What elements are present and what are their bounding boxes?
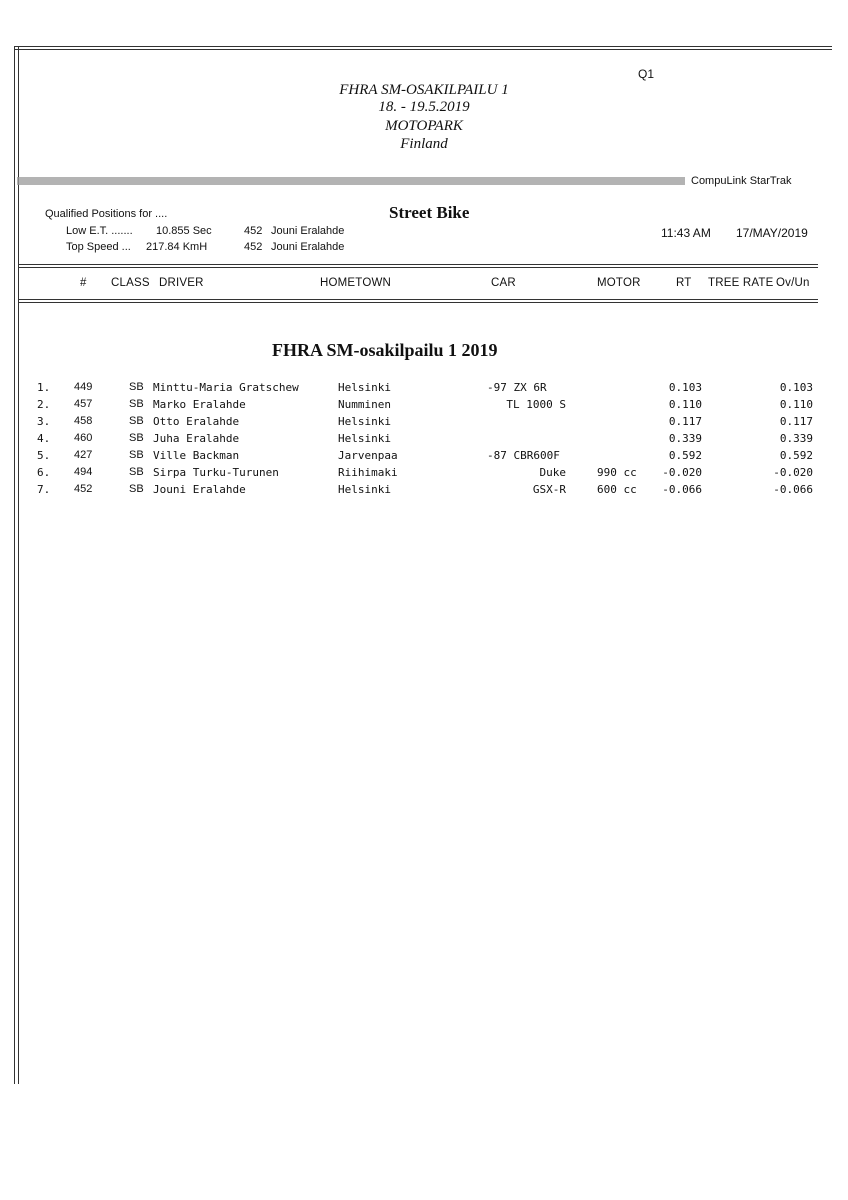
- row-hometown: Helsinki: [338, 381, 391, 394]
- row-rt: 0.103: [668, 381, 702, 394]
- row-class: SB: [129, 381, 144, 393]
- col-hometown: HOMETOWN: [320, 277, 392, 289]
- row-rt: 0.592: [668, 449, 702, 462]
- row-rt: -0.066: [662, 483, 702, 496]
- row-ov-un: 0.117: [779, 415, 813, 428]
- event-dates: 18. - 19.5.2019: [378, 99, 470, 115]
- row-ov-un: 0.103: [779, 381, 813, 394]
- row-hometown: Helsinki: [338, 432, 391, 445]
- page-id: Q1: [638, 67, 655, 81]
- row-ov-un: -0.020: [773, 466, 813, 479]
- row-driver: Jouni Eralahde: [153, 483, 246, 496]
- row-position: 3.: [37, 415, 51, 428]
- row-rt: -0.020: [662, 466, 702, 479]
- col-class: CLASS: [111, 277, 150, 289]
- event-title: FHRA SM-OSAKILPAILU 1: [339, 82, 509, 98]
- col-ov-un: Ov/Un: [776, 277, 810, 289]
- header-rule-top-1: [18, 264, 818, 265]
- row-driver: Otto Eralahde: [153, 415, 240, 428]
- col-tree-rate: TREE RATE: [708, 277, 774, 289]
- top-speed-value: 217.84 KmH: [146, 241, 208, 253]
- row-position: 1.: [37, 381, 51, 394]
- report-time: 11:43 AM: [661, 226, 711, 240]
- row-car-number: 449: [74, 381, 93, 393]
- row-rt: 0.117: [668, 415, 702, 428]
- top-speed-car: 452: [244, 241, 263, 253]
- col-rt: RT: [676, 277, 692, 289]
- low-et-value: 10.855 Sec: [156, 225, 212, 237]
- row-position: 5.: [37, 449, 51, 462]
- report-date: 17/MAY/2019: [736, 226, 808, 240]
- row-motor: 600 cc: [597, 483, 637, 496]
- col-motor: MOTOR: [597, 277, 641, 289]
- class-title: Street Bike: [389, 203, 470, 222]
- row-position: 4.: [37, 432, 51, 445]
- left-border-inner: [18, 46, 19, 1084]
- separator-band: [17, 177, 685, 185]
- row-car: Duke: [539, 466, 566, 479]
- row-ov-un: 0.110: [779, 398, 813, 411]
- row-car-number: 452: [74, 483, 93, 495]
- row-car-number: 458: [74, 415, 93, 427]
- row-class: SB: [129, 449, 144, 461]
- row-car: -97 ZX 6R: [487, 381, 547, 394]
- row-class: SB: [129, 432, 144, 444]
- row-car-number: 427: [74, 449, 93, 461]
- row-motor: 990 cc: [597, 466, 637, 479]
- section-title: FHRA SM-osakilpailu 1 2019: [272, 340, 498, 360]
- row-hometown: Helsinki: [338, 483, 391, 496]
- row-car-number: 457: [74, 398, 93, 410]
- row-car: -87 CBR600F: [487, 449, 560, 462]
- row-driver: Minttu-Maria Gratschew: [153, 381, 299, 394]
- system-label: CompuLink StarTrak: [691, 175, 792, 187]
- row-ov-un: 0.339: [779, 432, 813, 445]
- top-speed-label: Top Speed ...: [66, 241, 131, 253]
- row-class: SB: [129, 483, 144, 495]
- top-speed-driver: Jouni Eralahde: [271, 241, 345, 253]
- row-driver: Juha Eralahde: [153, 432, 240, 445]
- row-class: SB: [129, 415, 144, 427]
- row-car: TL 1000 S: [506, 398, 566, 411]
- row-driver: Ville Backman: [153, 449, 240, 462]
- top-border: [14, 46, 832, 47]
- row-hometown: Jarvenpaa: [338, 449, 398, 462]
- left-border-outer: [14, 46, 15, 1084]
- low-et-driver: Jouni Eralahde: [271, 225, 345, 237]
- row-driver: Marko Eralahde: [153, 398, 246, 411]
- low-et-car: 452: [244, 225, 263, 237]
- row-class: SB: [129, 466, 144, 478]
- col-driver: DRIVER: [159, 277, 204, 289]
- row-hometown: Helsinki: [338, 415, 391, 428]
- row-driver: Sirpa Turku-Turunen: [153, 466, 279, 479]
- row-car: GSX-R: [532, 483, 566, 496]
- header-rule-bottom-2: [18, 302, 818, 303]
- col-num: #: [80, 277, 87, 289]
- top-border-2: [14, 49, 832, 50]
- row-ov-un: 0.592: [779, 449, 813, 462]
- row-hometown: Riihimaki: [338, 466, 398, 479]
- row-car-number: 494: [74, 466, 93, 478]
- event-country: Finland: [400, 136, 448, 152]
- row-ov-un: -0.066: [773, 483, 813, 496]
- low-et-label: Low E.T. .......: [66, 225, 133, 237]
- row-position: 2.: [37, 398, 51, 411]
- header-rule-top-2: [18, 267, 818, 268]
- event-venue: MOTOPARK: [385, 118, 463, 134]
- row-car-number: 460: [74, 432, 93, 444]
- header-rule-bottom-1: [18, 299, 818, 300]
- row-position: 7.: [37, 483, 51, 496]
- row-class: SB: [129, 398, 144, 410]
- row-hometown: Numminen: [338, 398, 391, 411]
- col-car: CAR: [491, 277, 516, 289]
- row-position: 6.: [37, 466, 51, 479]
- row-rt: 0.110: [668, 398, 702, 411]
- qualified-heading: Qualified Positions for ....: [45, 208, 168, 220]
- row-rt: 0.339: [668, 432, 702, 445]
